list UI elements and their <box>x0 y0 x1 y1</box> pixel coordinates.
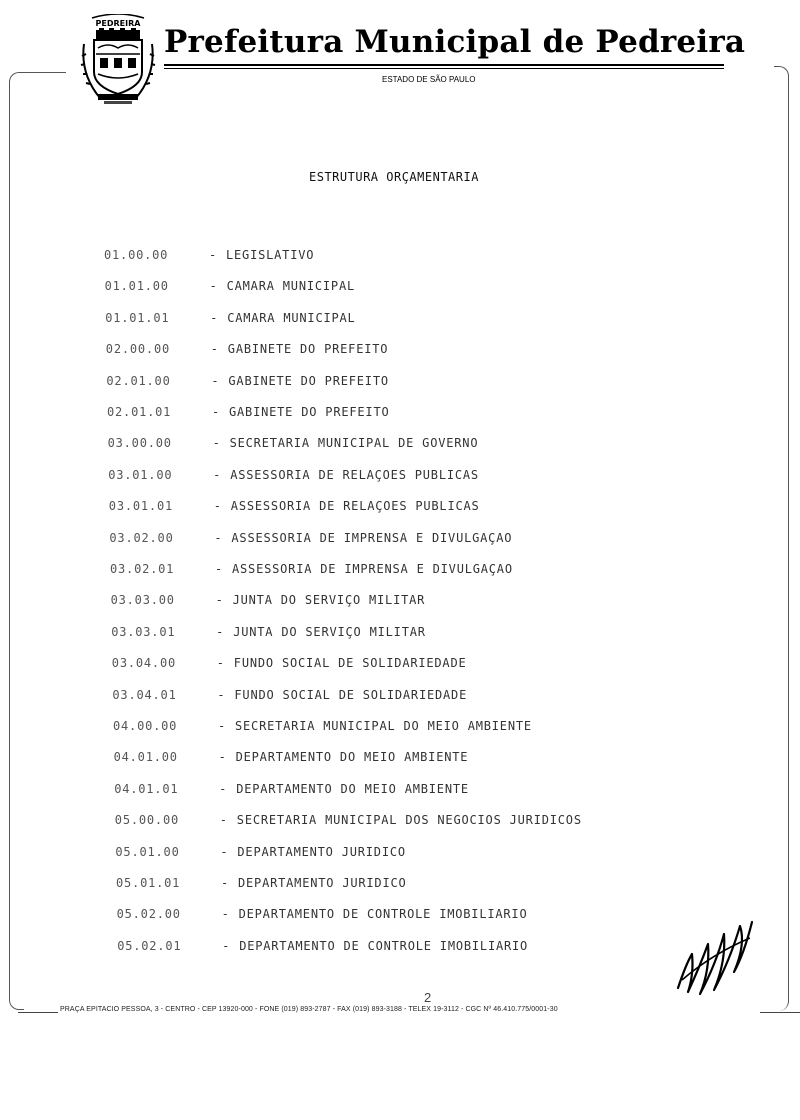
entry-label: ASSESSORIA DE RELAÇOES PUBLICAS <box>230 499 480 514</box>
budget-entry-row <box>112 656 467 676</box>
entry-separator: - <box>211 405 221 419</box>
entry-separator: - <box>213 467 222 482</box>
footer-rule-left <box>18 1012 58 1013</box>
entry-code: 02.01.01 <box>107 405 172 419</box>
budget-entry-row <box>115 813 582 833</box>
svg-text:PEDREIRA: PEDREIRA <box>95 19 141 28</box>
entry-code: 03.03.01 <box>111 624 176 639</box>
entry-separator: - <box>215 593 224 608</box>
entry-label: GABINETE DO PREFEITO <box>228 373 389 388</box>
entry-code: 03.01.00 <box>108 467 173 482</box>
entry-label: FUNDO SOCIAL DE SOLIDARIEDADE <box>234 687 468 702</box>
page-frame-left <box>9 72 24 1010</box>
budget-entry-row <box>110 562 513 582</box>
budget-entry-row <box>117 939 528 959</box>
budget-entry-row <box>108 468 479 488</box>
budget-entry-row <box>111 593 426 613</box>
state-subtitle: ESTADO DE SÃO PAULO <box>382 75 476 84</box>
entry-label: DEPARTAMENTO JURIDICO <box>237 844 406 859</box>
entry-code: 03.00.00 <box>107 436 172 451</box>
entry-code: 03.02.01 <box>110 562 175 576</box>
entry-code: 04.00.00 <box>113 719 178 733</box>
budget-entry-row <box>106 342 389 362</box>
entry-code: 03.03.00 <box>110 593 175 608</box>
budget-entry-row <box>111 625 426 645</box>
entry-code: 04.01.01 <box>114 781 179 796</box>
entry-label: CAMARA MUNICIPAL <box>227 310 356 325</box>
frame-top-left-line <box>22 72 66 73</box>
entry-label: DEPARTAMENTO DE CONTROLE IMOBILIARIO <box>239 938 529 953</box>
entry-code: 03.04.01 <box>112 687 177 702</box>
entry-code: 05.02.00 <box>116 907 181 922</box>
entry-label: ASSESSORIA DE RELAÇOES PUBLICAS <box>230 467 479 482</box>
entry-code: 01.01.01 <box>105 310 170 325</box>
entry-code: 01.01.00 <box>104 279 169 294</box>
entry-separator: - <box>220 844 229 859</box>
budget-entry-row <box>107 405 390 425</box>
budget-entry-row <box>116 876 407 896</box>
entry-label: DEPARTAMENTO DO MEIO AMBIENTE <box>235 750 469 765</box>
budget-entry-row <box>113 719 532 739</box>
entry-separator: - <box>211 373 220 388</box>
entry-code: 05.01.01 <box>116 876 181 890</box>
budget-entry-row <box>109 531 512 551</box>
entry-label: ASSESSORIA DE IMPRENSA E DIVULGAÇAO <box>231 530 513 545</box>
entry-label: CAMARA MUNICIPAL <box>226 279 355 294</box>
entry-label: GABINETE DO PREFEITO <box>229 405 390 419</box>
entry-label: JUNTA DO SERVIÇO MILITAR <box>233 624 426 639</box>
entry-separator: - <box>220 876 230 890</box>
entry-label: SECRETARIA MUNICIPAL DOS NEGOCIOS JURIDICOS <box>236 813 582 828</box>
entry-code: 05.00.00 <box>114 813 179 828</box>
entry-code: 03.02.00 <box>109 530 174 545</box>
budget-entry-row <box>112 688 467 708</box>
budget-entry-row <box>105 279 355 299</box>
entry-label: DEPARTAMENTO DE CONTROLE IMOBILIARIO <box>238 907 528 922</box>
entry-separator: - <box>222 938 231 953</box>
handwritten-signature-icon <box>672 914 758 998</box>
entry-code: 02.01.00 <box>106 373 171 388</box>
entry-separator: - <box>214 530 223 545</box>
entry-separator: - <box>217 719 227 733</box>
entry-separator: - <box>214 562 224 576</box>
entry-separator: - <box>212 436 221 451</box>
page-number: 2 <box>424 990 432 1005</box>
entry-code: 01.00.00 <box>104 248 169 262</box>
entry-code: 05.02.01 <box>117 938 182 953</box>
entry-separator: - <box>213 499 222 514</box>
entry-label: LEGISLATIVO <box>226 248 315 262</box>
budget-entry-row <box>117 907 528 927</box>
municipal-crest-icon <box>80 14 156 106</box>
entry-label: GABINETE DO PREFEITO <box>227 342 389 357</box>
entry-code: 04.01.00 <box>113 750 178 765</box>
entry-code: 03.01.01 <box>108 499 173 514</box>
entry-label: ASSESSORIA DE IMPRENSA E DIVULGAÇAO <box>232 562 513 576</box>
budget-entry-row <box>114 782 469 802</box>
budget-entry-row <box>114 750 469 770</box>
footer-rule-right <box>760 1012 800 1013</box>
entry-separator: - <box>216 624 225 639</box>
entry-separator: - <box>221 907 230 922</box>
budget-entry-row <box>109 499 480 519</box>
budget-entry-row <box>108 436 479 456</box>
budget-entry-row <box>104 248 314 268</box>
entry-label: DEPARTAMENTO JURIDICO <box>238 876 407 890</box>
entry-code: 03.04.00 <box>111 656 176 671</box>
entry-label: SECRETARIA MUNICIPAL DO MEIO AMBIENTE <box>235 719 532 733</box>
document-heading: ESTRUTURA ORÇAMENTARIA <box>309 170 479 184</box>
entry-separator: - <box>216 656 225 671</box>
entry-label: FUNDO SOCIAL DE SOLIDARIEDADE <box>233 656 467 671</box>
title-underline <box>164 64 724 66</box>
entry-label: SECRETARIA MUNICIPAL DE GOVERNO <box>229 436 479 451</box>
entry-separator: - <box>209 279 218 294</box>
budget-entry-row <box>115 845 406 865</box>
entry-label: JUNTA DO SERVIÇO MILITAR <box>232 593 426 608</box>
entry-separator: - <box>208 248 218 262</box>
entry-separator: - <box>210 342 219 357</box>
entry-code: 05.01.00 <box>115 844 180 859</box>
title-underline-thin <box>164 68 724 69</box>
entry-separator: - <box>210 310 219 325</box>
entry-code: 02.00.00 <box>105 342 170 357</box>
entry-label: DEPARTAMENTO DO MEIO AMBIENTE <box>236 781 469 796</box>
entry-separator: - <box>217 687 226 702</box>
page-frame-right <box>774 66 789 1011</box>
budget-entry-row <box>105 311 355 331</box>
footer-address: PRAÇA EPITACIO PESSOA, 3 - CENTRO - CEP 13920-000 - FONE (019) 893-2787 - FAX (019) 893-3188 - TELEX 19-3112 - CGC Nº 46.410.775/0001-30 <box>60 1006 558 1013</box>
entry-separator: - <box>219 781 228 796</box>
entry-separator: - <box>219 813 228 828</box>
municipality-title: Prefeitura Municipal de Pedreira <box>164 24 746 60</box>
budget-entry-row <box>106 374 389 394</box>
entry-separator: - <box>218 750 227 765</box>
